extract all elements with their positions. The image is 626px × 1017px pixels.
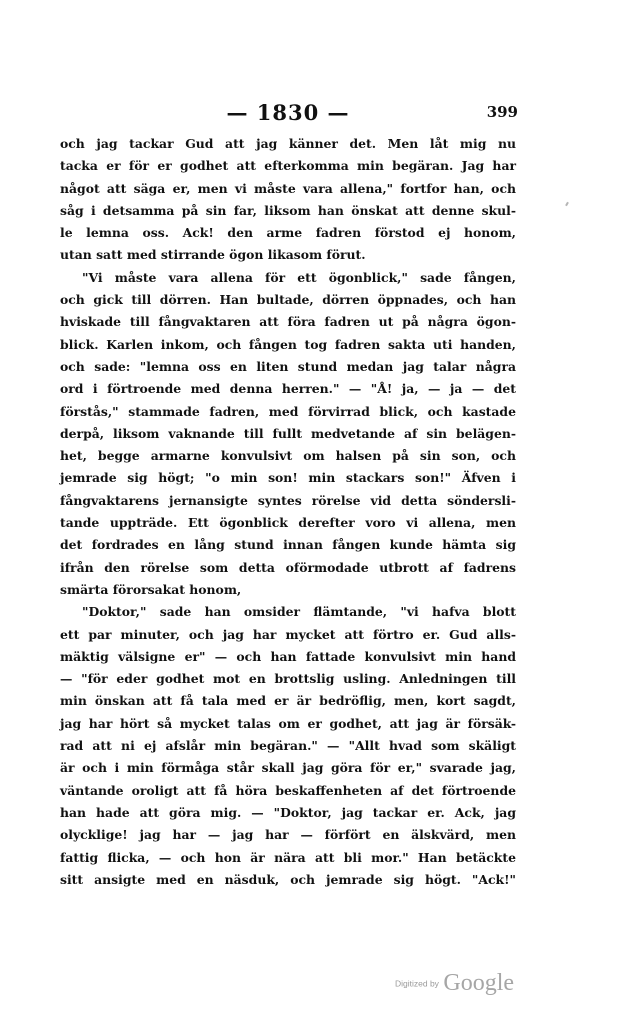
- google-logo: Google: [443, 970, 515, 996]
- running-head-year: — 1830 —: [226, 100, 350, 125]
- text-line: det fordrades en lång stund innan fången kunde hämta sig: [60, 537, 516, 553]
- text-line: förstås," stammade fadren, med förvirrad blick, och kastade: [60, 403, 516, 419]
- text-line: le lemna oss. Ack! den arme fadren förstod ej honom,: [60, 225, 516, 241]
- text-line: ett par minuter, och jag har mycket att förtro er. Gud alls-: [60, 626, 516, 642]
- text-line: tande uppträde. Ett ögonblick derefter voro vi allena, men: [60, 515, 516, 531]
- watermark-prefix: Digitized by: [395, 978, 439, 989]
- text-line: såg i detsamma på sin far, liksom han önskat att denne skul-: [60, 202, 516, 218]
- text-line: är och i min förmåga står skall jag göra för er," svarade jag,: [60, 760, 516, 776]
- text-line: utan satt med stirrande ögon likasom förut.: [60, 247, 366, 263]
- text-line: min önskan att få tala med er är bedröflig, men, kort sagdt,: [60, 693, 516, 709]
- text-line: och jag tackar Gud att jag känner det. Men låt mig nu: [60, 136, 516, 151]
- text-line: fattig flicka, — och hon är nära att bli mor." Han betäckte: [60, 849, 516, 865]
- text-line: fångvaktarens jernansigte syntes rörelse vid detta söndersli-: [60, 492, 516, 508]
- text-line: jag har hört så mycket talas om er godhet, att jag är försäk-: [60, 715, 516, 731]
- text-line: hviskade till fångvaktaren att föra fadren ut på några ögon-: [60, 314, 516, 330]
- text-line: derpå, liksom vaknande till fullt medvetande af sin belägen-: [60, 425, 516, 441]
- text-line: jemrade sig högt; "o min son! min stackars son!" Äfven i: [60, 470, 516, 486]
- page-header: [60, 100, 516, 128]
- text-line: smärta förorsakat honom,: [60, 581, 242, 597]
- text-line: "Vi måste vara allena för ett ögonblick," sade fången,: [82, 269, 516, 285]
- text-line: mäktig välsigne er" — och han fattade konvulsivt min hand: [60, 648, 516, 664]
- text-line: och gick till dörren. Han bultade, dörren öppnades, och han: [60, 292, 516, 308]
- body-text: [60, 133, 516, 891]
- text-line: och sade: "lemna oss en liten stund medan jag talar några: [60, 358, 516, 374]
- text-line: olycklige! jag har — jag har — förfört en älskvärd, men: [60, 827, 516, 843]
- text-line: blick. Karlen inkom, och fången tog fadren sakta uti handen,: [60, 336, 516, 352]
- text-line: het, begge armarne konvulsivt om halsen på sin son, och: [60, 448, 516, 464]
- text-line: han hade att göra mig. — "Doktor, jag tackar er. Ack, jag: [60, 804, 516, 820]
- text-line: ord i förtroende med denna herren." — "Å! ja, — ja — det: [60, 381, 516, 397]
- text-line: väntande oroligt att få höra beskaffenheten af det förtroende: [60, 782, 516, 798]
- text-line: ifrån den rörelse som detta oförmodade utbrott af fadrens: [60, 559, 516, 575]
- text-line: "Doktor," sade han omsider flämtande, "vi hafva blott: [82, 604, 516, 620]
- text-line: tacka er för er godhet att efterkomma min begäran. Jag har: [60, 158, 516, 174]
- page-number: 399: [486, 103, 518, 121]
- digitized-watermark: [395, 970, 514, 997]
- text-line: sitt ansigte med en näsduk, och jemrade sig högt. "Ack!": [60, 871, 516, 887]
- paper-speck: [565, 202, 569, 206]
- text-line: något att säga er, men vi måste vara allena," fortfor han, och: [60, 180, 516, 196]
- text-line: — "för eder godhet mot en brottslig usling. Anledningen till: [60, 671, 516, 687]
- text-line: rad att ni ej afslår min begäran." — "Allt hvad som skäligt: [60, 738, 516, 754]
